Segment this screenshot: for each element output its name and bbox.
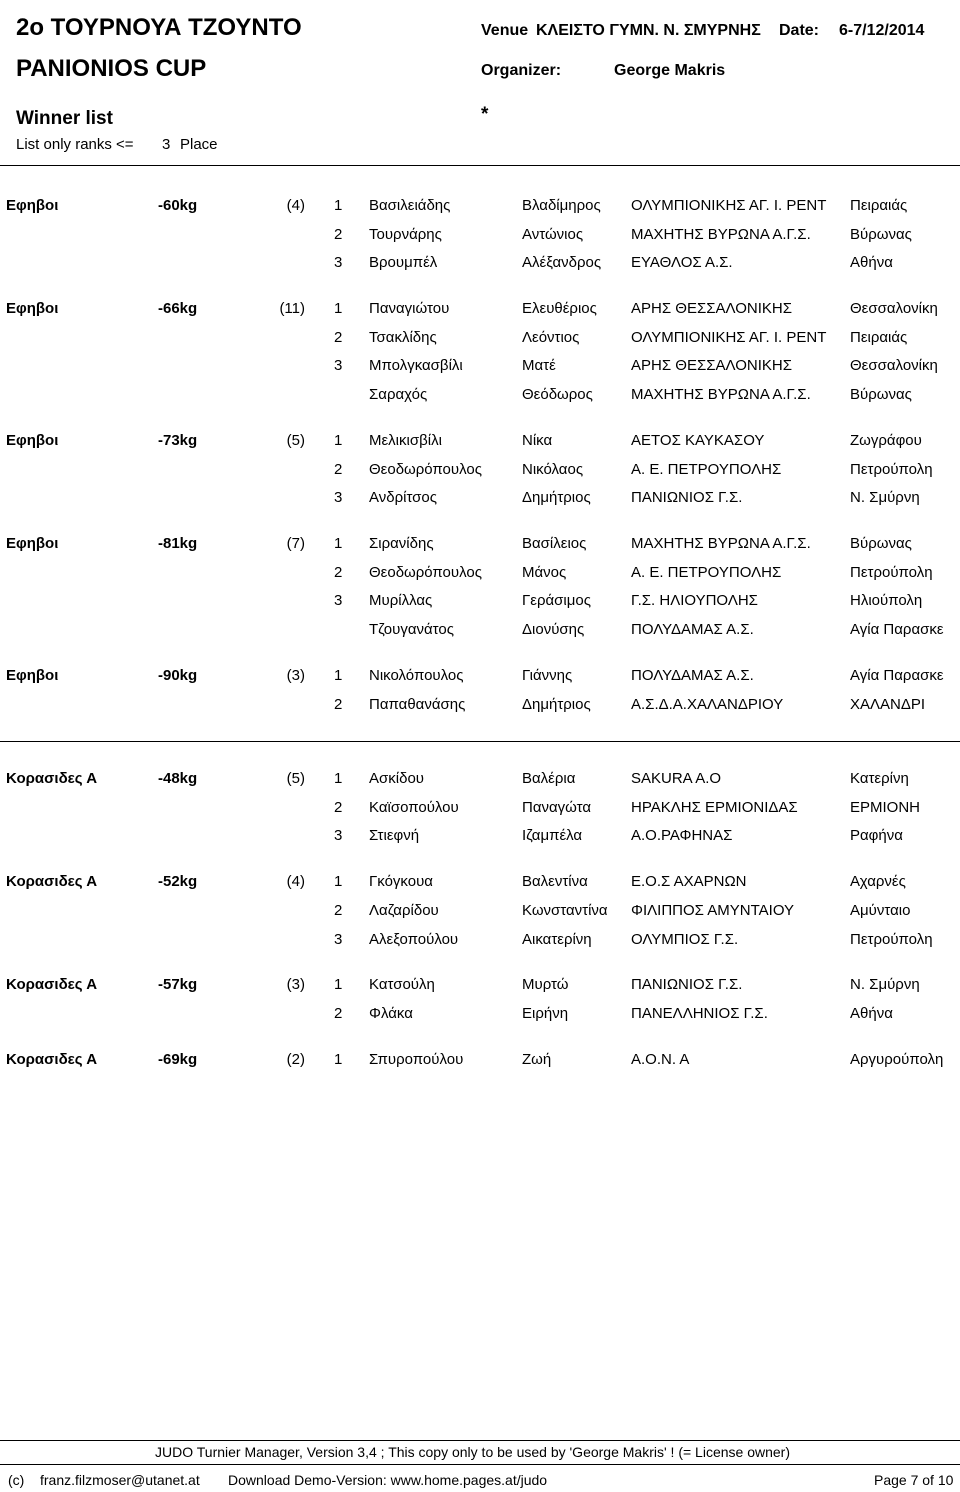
first-name-cell: Παναγώτα xyxy=(522,799,592,816)
first-name-cell: Αλέξανδρος xyxy=(522,254,602,271)
first-name-cell: Βλαδίμηρος xyxy=(522,197,601,214)
city-cell: Βύρωνας xyxy=(850,226,912,243)
section-divider xyxy=(0,741,960,742)
city-cell: Πετρούπολη xyxy=(850,461,933,478)
city-cell: ΕΡΜΙΟΝΗ xyxy=(850,799,921,816)
club-cell: ΠΑΝΙΩΝΙΟΣ Γ.Σ. xyxy=(631,976,743,993)
rank-cell: 3 xyxy=(334,827,343,844)
first-name-cell: Λεόντιος xyxy=(522,329,580,346)
rank-cell: 3 xyxy=(334,592,343,609)
count-cell: (7) xyxy=(286,535,305,552)
rank-cell: 1 xyxy=(334,535,343,552)
count-cell: (5) xyxy=(286,770,305,787)
date-label: Date: xyxy=(779,22,820,39)
organizer-value: George Makris xyxy=(614,62,726,79)
club-cell: Ε.Ο.Σ ΑΧΑΡΝΩΝ xyxy=(631,873,747,890)
last-name-cell: Παπαθανάσης xyxy=(369,696,466,713)
city-cell: Ηλιούπολη xyxy=(850,592,923,609)
first-name-cell: Αικατερίνη xyxy=(522,931,592,948)
last-name-cell: Σιρανίδης xyxy=(369,535,434,552)
rank-cell: 3 xyxy=(334,931,343,948)
count-cell: (5) xyxy=(286,432,305,449)
first-name-cell: Γιάννης xyxy=(522,667,573,684)
footer-divider xyxy=(0,1440,960,1441)
rank-filter-unit: Place xyxy=(180,136,218,153)
category-cell: Κορασιδες Α xyxy=(6,770,98,787)
club-cell: Γ.Σ. ΗΛΙΟΥΠΟΛΗΣ xyxy=(631,592,758,609)
rank-filter-value: 3 xyxy=(162,136,171,153)
weight-cell: -73kg xyxy=(158,432,198,449)
list-title: Winner list xyxy=(16,108,113,129)
first-name-cell: Μάνος xyxy=(522,564,567,581)
result-row xyxy=(0,696,960,718)
club-cell: ΠΟΛΥΔΑΜΑΣ Α.Σ. xyxy=(631,621,754,638)
last-name-cell: Φλάκα xyxy=(369,1005,413,1022)
city-cell: Ν. Σμύρνη xyxy=(850,489,920,506)
rank-cell: 2 xyxy=(334,1005,343,1022)
count-cell: (3) xyxy=(286,976,305,993)
first-name-cell: Νίκα xyxy=(522,432,553,449)
result-row xyxy=(0,621,960,643)
result-row xyxy=(0,1051,960,1073)
city-cell: ΧΑΛΑΝΔΡΙ xyxy=(850,696,926,713)
weight-cell: -81kg xyxy=(158,535,198,552)
last-name-cell: Βασιλειάδης xyxy=(369,197,451,214)
rank-cell: 1 xyxy=(334,873,343,890)
result-row xyxy=(0,931,960,953)
club-cell: ΟΛΥΜΠΙΟΣ Γ.Σ. xyxy=(631,931,739,948)
count-cell: (3) xyxy=(286,667,305,684)
first-name-cell: Μυρτώ xyxy=(522,976,569,993)
first-name-cell: Ελευθέριος xyxy=(522,300,597,317)
last-name-cell: Μπολγκασβίλι xyxy=(369,357,463,374)
rank-cell: 1 xyxy=(334,432,343,449)
last-name-cell: Τουρνάρης xyxy=(369,226,442,243)
result-row xyxy=(0,461,960,483)
last-name-cell: Γκόγκουα xyxy=(369,873,433,890)
category-cell: Κορασιδες Α xyxy=(6,873,98,890)
rank-cell: 2 xyxy=(334,696,343,713)
count-cell: (4) xyxy=(286,873,305,890)
club-cell: Α.Ο.ΡΑΦΗΝΑΣ xyxy=(631,827,733,844)
last-name-cell: Βρουμπέλ xyxy=(369,254,438,271)
last-name-cell: Τσακλίδης xyxy=(369,329,437,346)
city-cell: Αθήνα xyxy=(850,254,893,271)
city-cell: Θεσσαλονίκη xyxy=(850,357,938,374)
rank-cell: 1 xyxy=(334,197,343,214)
result-row xyxy=(0,873,960,895)
result-row xyxy=(0,799,960,821)
first-name-cell: Δημήτριος xyxy=(522,489,591,506)
city-cell: Αργυρούπολη xyxy=(850,1051,944,1068)
club-cell: ΑΡΗΣ ΘΕΣΣΑΛΟΝΙΚΗΣ xyxy=(631,300,792,317)
city-cell: Αμύνταιο xyxy=(850,902,911,919)
venue-value: ΚΛΕΙΣΤΟ ΓΥΜΝ. Ν. ΣΜΥΡΝΗΣ xyxy=(536,22,761,39)
footer-software: JUDO Turnier Manager, Version 3,4 ; This copy only to be used by 'George Makris' ! (= License owner) xyxy=(155,1444,790,1460)
club-cell: ΠΑΝΕΛΛΗΝΙΟΣ Γ.Σ. xyxy=(631,1005,768,1022)
last-name-cell: Σπυροπούλου xyxy=(369,1051,464,1068)
last-name-cell: Αλεξοπούλου xyxy=(369,931,459,948)
weight-cell: -52kg xyxy=(158,873,198,890)
rank-cell: 2 xyxy=(334,902,343,919)
category-cell: Εφηβοι xyxy=(6,300,59,317)
first-name-cell: Ματέ xyxy=(522,357,556,374)
city-cell: Βύρωνας xyxy=(850,386,912,403)
last-name-cell: Τζουγανάτος xyxy=(369,621,454,638)
last-name-cell: Στιεφνή xyxy=(369,827,420,844)
club-cell: ΠΑΝΙΩΝΙΟΣ Γ.Σ. xyxy=(631,489,743,506)
result-row xyxy=(0,535,960,557)
last-name-cell: Μελικισβίλι xyxy=(369,432,442,449)
club-cell: Α. Ε. ΠΕΤΡΟΥΠΟΛΗΣ xyxy=(631,564,782,581)
last-name-cell: Νικολόπουλος xyxy=(369,667,464,684)
result-row xyxy=(0,902,960,924)
city-cell: Αγία Παρασκε xyxy=(850,667,944,684)
tournament-title: 2o ΤΟΥΡΝΟΥΑ ΤΖΟΥΝΤΟ xyxy=(16,14,302,41)
city-cell: Πειραιάς xyxy=(850,329,908,346)
result-row xyxy=(0,564,960,586)
first-name-cell: Ειρήνη xyxy=(522,1005,569,1022)
result-row xyxy=(0,1005,960,1027)
city-cell: Πετρούπολη xyxy=(850,931,933,948)
club-cell: ΜΑΧΗΤΗΣ ΒΥΡΩΝΑ Α.Γ.Σ. xyxy=(631,226,811,243)
rank-cell: 2 xyxy=(334,799,343,816)
result-row xyxy=(0,386,960,408)
club-cell: SAKURA A.O xyxy=(631,770,722,787)
weight-cell: -90kg xyxy=(158,667,198,684)
date-value: 6-7/12/2014 xyxy=(839,22,925,39)
city-cell: Ζωγράφου xyxy=(850,432,922,449)
last-name-cell: Ασκίδου xyxy=(369,770,424,787)
result-row xyxy=(0,489,960,511)
result-row xyxy=(0,667,960,689)
club-cell: ΑΡΗΣ ΘΕΣΣΑΛΟΝΙΚΗΣ xyxy=(631,357,792,374)
rank-cell: 2 xyxy=(334,226,343,243)
result-row xyxy=(0,770,960,792)
city-cell: Βύρωνας xyxy=(850,535,912,552)
result-row xyxy=(0,827,960,849)
city-cell: Ν. Σμύρνη xyxy=(850,976,920,993)
club-cell: ΜΑΧΗΤΗΣ ΒΥΡΩΝΑ Α.Γ.Σ. xyxy=(631,386,811,403)
first-name-cell: Νικόλαος xyxy=(522,461,584,478)
club-cell: ΟΛΥΜΠΙΟΝΙΚΗΣ ΑΓ. Ι. ΡΕΝΤ xyxy=(631,197,827,214)
result-row xyxy=(0,357,960,379)
count-cell: (4) xyxy=(286,197,305,214)
city-cell: Πετρούπολη xyxy=(850,564,933,581)
last-name-cell: Θεοδωρόπουλος xyxy=(369,564,482,581)
count-cell: (11) xyxy=(279,300,305,317)
club-cell: Α.Σ.Δ.Α.ΧΑΛΑΝΔΡΙΟΥ xyxy=(631,696,784,713)
weight-cell: -60kg xyxy=(158,197,198,214)
first-name-cell: Βαλεντίνα xyxy=(522,873,588,890)
rank-cell: 2 xyxy=(334,564,343,581)
rank-cell: 1 xyxy=(334,976,343,993)
result-row xyxy=(0,254,960,276)
city-cell: Πειραιάς xyxy=(850,197,908,214)
category-cell: Εφηβοι xyxy=(6,667,59,684)
first-name-cell: Βασίλειος xyxy=(522,535,587,552)
club-cell: ΠΟΛΥΔΑΜΑΣ Α.Σ. xyxy=(631,667,754,684)
result-row xyxy=(0,329,960,351)
result-row xyxy=(0,432,960,454)
weight-cell: -66kg xyxy=(158,300,198,317)
last-name-cell: Λαζαρίδου xyxy=(369,902,439,919)
first-name-cell: Διονύσης xyxy=(522,621,585,638)
club-cell: ΟΛΥΜΠΙΟΝΙΚΗΣ ΑΓ. Ι. ΡΕΝΤ xyxy=(631,329,827,346)
club-cell: ΑΕΤΟΣ ΚΑΥΚΑΣΟΥ xyxy=(631,432,765,449)
footer-email[interactable]: franz.filzmoser@utanet.at xyxy=(40,1472,200,1488)
result-row xyxy=(0,592,960,614)
club-cell: ΜΑΧΗΤΗΣ ΒΥΡΩΝΑ Α.Γ.Σ. xyxy=(631,535,811,552)
footer-divider-2 xyxy=(0,1464,960,1465)
rank-cell: 2 xyxy=(334,329,343,346)
rank-cell: 3 xyxy=(334,489,343,506)
first-name-cell: Ιζαμπέλα xyxy=(522,827,583,844)
category-cell: Εφηβοι xyxy=(6,432,59,449)
footer-download[interactable]: Download Demo-Version: www.home.pages.at/judo xyxy=(228,1472,548,1488)
asterisk-mark: * xyxy=(481,104,489,125)
rank-cell: 1 xyxy=(334,667,343,684)
result-row xyxy=(0,976,960,998)
first-name-cell: Κωνσταντίνα xyxy=(522,902,608,919)
category-cell: Εφηβοι xyxy=(6,535,59,552)
category-cell: Εφηβοι xyxy=(6,197,59,214)
city-cell: Θεσσαλονίκη xyxy=(850,300,938,317)
club-cell: Α. Ε. ΠΕΤΡΟΥΠΟΛΗΣ xyxy=(631,461,782,478)
last-name-cell: Κατσούλη xyxy=(369,976,435,993)
club-cell: Α.Ο.Ν. Α xyxy=(631,1051,690,1068)
first-name-cell: Βαλέρια xyxy=(522,770,576,787)
rank-cell: 2 xyxy=(334,461,343,478)
header-divider xyxy=(0,165,960,166)
club-cell: ΕΥΑΘΛΟΣ Α.Σ. xyxy=(631,254,733,271)
category-cell: Κορασιδες Α xyxy=(6,1051,98,1068)
first-name-cell: Θεόδωρος xyxy=(522,386,593,403)
result-row xyxy=(0,197,960,219)
club-cell: ΗΡΑΚΛΗΣ ΕΡΜΙΟΝΙΔΑΣ xyxy=(631,799,798,816)
category-cell: Κορασιδες Α xyxy=(6,976,98,993)
city-cell: Αθήνα xyxy=(850,1005,893,1022)
venue-label: Venue xyxy=(481,22,529,39)
tournament-subtitle: PANIONIOS CUP xyxy=(16,55,207,82)
last-name-cell: Σαραχός xyxy=(369,386,428,403)
footer-copyright: (c) xyxy=(8,1472,25,1488)
last-name-cell: Ανδρίτσος xyxy=(369,489,437,506)
rank-cell: 1 xyxy=(334,300,343,317)
rank-cell: 1 xyxy=(334,770,343,787)
club-cell: ΦΙΛΙΠΠΟΣ ΑΜΥΝΤΑΙΟΥ xyxy=(631,902,795,919)
city-cell: Αγία Παρασκε xyxy=(850,621,944,638)
organizer-label: Organizer: xyxy=(481,62,562,79)
rank-filter-label: List only ranks <= xyxy=(16,136,134,153)
page-indicator: Page 7 of 10 xyxy=(874,1472,954,1488)
count-cell: (2) xyxy=(286,1051,305,1068)
last-name-cell: Παναγιώτου xyxy=(369,300,450,317)
last-name-cell: Μυρίλλας xyxy=(369,592,433,609)
weight-cell: -57kg xyxy=(158,976,198,993)
city-cell: Κατερίνη xyxy=(850,770,909,787)
weight-cell: -69kg xyxy=(158,1051,198,1068)
weight-cell: -48kg xyxy=(158,770,198,787)
rank-cell: 1 xyxy=(334,1051,343,1068)
city-cell: Ραφήνα xyxy=(850,827,903,844)
first-name-cell: Δημήτριος xyxy=(522,696,591,713)
result-row xyxy=(0,226,960,248)
rank-cell: 3 xyxy=(334,357,343,374)
city-cell: Αχαρνές xyxy=(850,873,906,890)
first-name-cell: Γεράσιμος xyxy=(522,592,591,609)
first-name-cell: Αντώνιος xyxy=(522,226,584,243)
result-row xyxy=(0,300,960,322)
last-name-cell: Θεοδωρόπουλος xyxy=(369,461,482,478)
last-name-cell: Καϊσοπούλου xyxy=(369,799,459,816)
first-name-cell: Ζωή xyxy=(522,1051,552,1068)
rank-cell: 3 xyxy=(334,254,343,271)
